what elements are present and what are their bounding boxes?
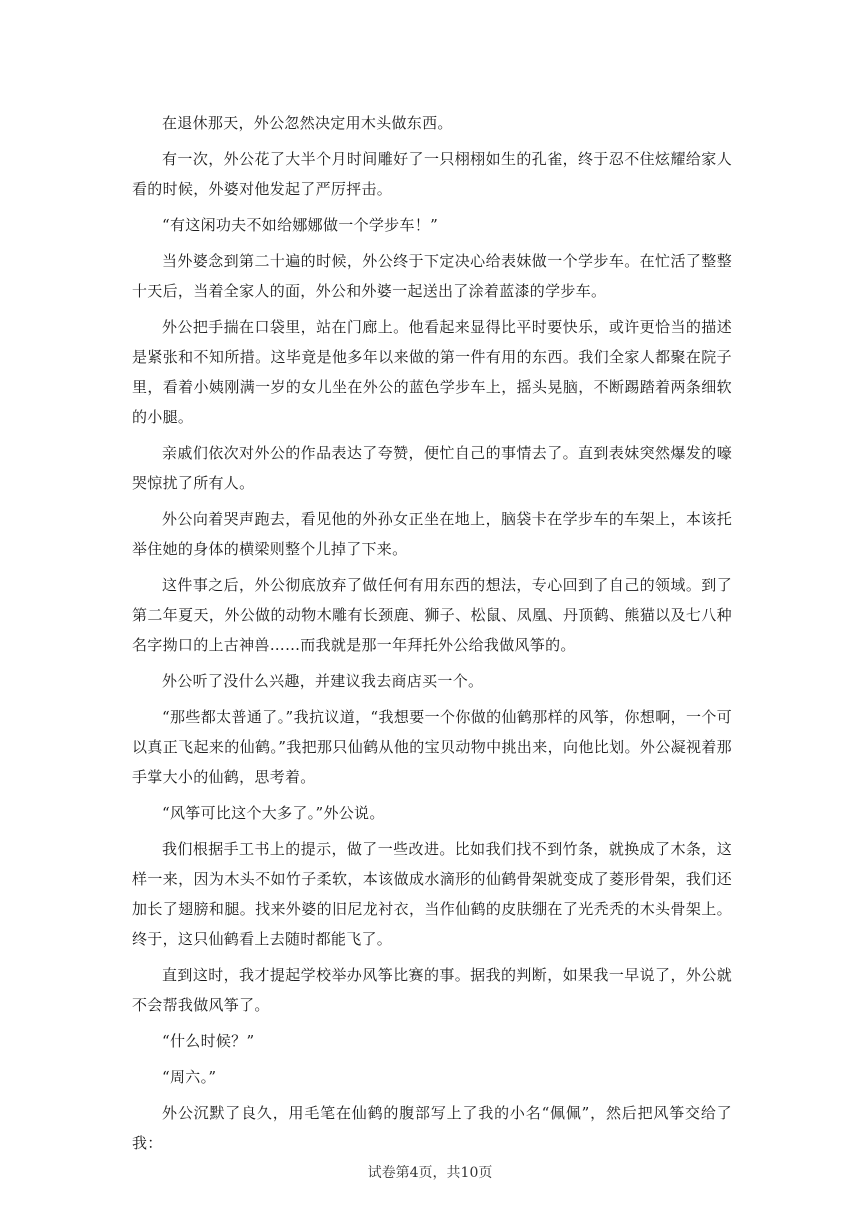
paragraph-2: 有一次，外公花了大半个月时间雕好了一只栩栩如生的孔雀，终于忍不住炫耀给家人看的时候，外婆对他发起了严厉抨击。 bbox=[132, 150, 732, 198]
paragraph-11: “风筝可比这个大多了。”外公说。 bbox=[162, 804, 385, 822]
paragraph-4: 当外婆念到第二十遍的时候，外公终于下定决心给表妹做一个学步车。在忙活了整整十天后，当着全家人的面，外公和外婆一起送出了涂着蓝漆的学步车。 bbox=[132, 252, 732, 300]
paragraph-13: 直到这时，我才提起学校举办风筝比赛的事。据我的判断，如果我一早说了，外公就不会帮我做风筝了。 bbox=[132, 966, 732, 1014]
paragraph-10: “那些都太普通了。”我抗议道，“我想要一个你做的仙鹤那样的风筝，你想啊，一个可以真正飞起来的仙鹤。”我把那只仙鹤从他的宝贝动物中挑出来，向他比划。外公凝视着那手掌大小的仙鹤，思考着。 bbox=[132, 708, 732, 786]
paragraph-1: 在退休那天，外公忽然决定用木头做东西。 bbox=[162, 114, 453, 132]
paragraph-16: 外公沉默了良久，用毛笔在仙鹤的腹部写上了我的小名“佩佩”，然后把风筝交给了我： bbox=[132, 1104, 732, 1152]
paragraph-14: “什么时候？” bbox=[162, 1032, 255, 1050]
paragraph-5: 外公把手揣在口袋里，站在门廊上。他看起来显得比平时要快乐，或许更恰当的描述是紧张和不知所措。这毕竟是他多年以来做的第一件有用的东西。我们全家人都聚在院子里，看着小姨刚满一岁的女儿坐在外公的蓝色学步车上，摇头晃脑，不断踢踏着两条细软的小腿。 bbox=[132, 318, 732, 426]
paragraph-7: 外公向着哭声跑去，看见他的外孙女正坐在地上，脑袋卡在学步车的车架上，本该托举住她的身体的横梁则整个儿掉了下来。 bbox=[132, 510, 732, 558]
page-footer: 试卷第4页，共10页 bbox=[367, 1165, 493, 1181]
document-body bbox=[132, 108, 732, 1158]
paragraph-15: “周六。” bbox=[162, 1068, 217, 1086]
paragraph-8: 这件事之后，外公彻底放弃了做任何有用东西的想法，专心回到了自己的领域。到了第二年夏天，外公做的动物木雕有长颈鹿、狮子、松鼠、凤凰、丹顶鹤、熊猫以及七八种名字拗口的上古神兽……而我就是那一年拜托外公给我做风筝的。 bbox=[132, 576, 732, 654]
paragraph-9: 外公听了没什么兴趣，并建议我去商店买一个。 bbox=[162, 672, 484, 690]
paragraph-12: 我们根据手工书上的提示，做了一些改进。比如我们找不到竹条，就换成了木条，这样一来，因为木头不如竹子柔软，本该做成水滴形的仙鹤骨架就变成了菱形骨架，我们还加长了翅膀和腿。找来外婆的旧尼龙衬衣，当作仙鹤的皮肤绷在了光秃秃的木头骨架上。终于，这只仙鹤看上去随时都能飞了。 bbox=[132, 840, 732, 948]
paragraph-6: 亲戚们依次对外公的作品表达了夸赞，便忙自己的事情去了。直到表妹突然爆发的嚎哭惊扰了所有人。 bbox=[132, 444, 732, 492]
paragraph-3: “有这闲功夫不如给娜娜做一个学步车！” bbox=[162, 216, 439, 234]
